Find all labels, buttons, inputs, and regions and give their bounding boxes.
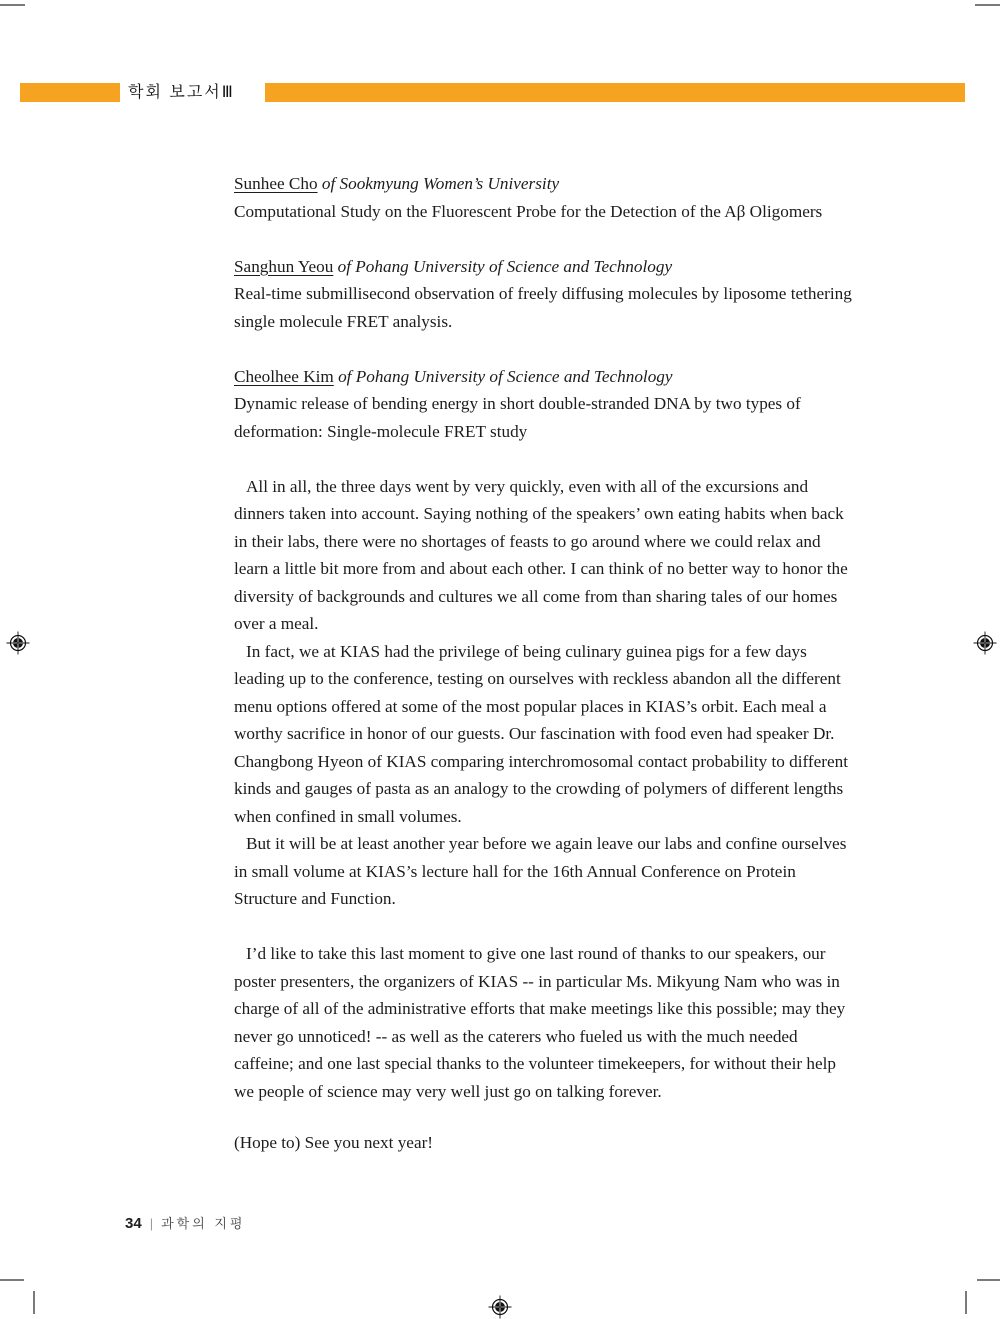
crop-mark-bottom-left-vertical — [33, 1291, 35, 1314]
paragraph: In fact, we at KIAS had the privilege of being culinary guinea pigs for a few days leading up to the conference, testing on ourselves with reckless abandon all the different menu options offered at some of the most popular places in KIAS’s orbit. Each meal a worthy sacrifice in honor of our guests. Our fascination with food even had speaker Dr. Changbong Hyeon of KIAS comparing interchromosomal contact probability to different kinds and gauges of pasta as an analogy to the crowding of polymers of different lengths when confined in small volumes. — [234, 641, 848, 826]
speaker-heading — [234, 363, 854, 391]
talk-title: Real-time submillisecond observation of freely diffusing molecules by liposome tethering single molecule FRET analysis. — [234, 284, 852, 331]
speaker-affiliation: of Pohang University of Science and Technology — [333, 256, 673, 276]
section-title: 학회 보고서Ⅲ — [128, 84, 235, 101]
talk-title: Dynamic release of bending energy in short double-stranded DNA by two types of deformation: Single-molecule FRET study — [234, 394, 801, 441]
footer-separator: | — [149, 1216, 154, 1231]
publication-title: 과학의 지평 — [161, 1216, 246, 1231]
closing-line: (Hope to) See you next year! — [234, 1133, 434, 1152]
crop-mark-top-left — [0, 4, 25, 6]
speaker-heading — [234, 253, 854, 281]
crop-mark-bottom-right-vertical — [965, 1291, 967, 1314]
crop-mark-bottom-right-horizontal — [977, 1279, 1000, 1281]
speaker-name: Sanghun Yeou — [234, 256, 334, 276]
header-accent-bar-left — [20, 83, 120, 102]
speaker-heading — [234, 170, 854, 198]
crop-mark-top-right — [975, 4, 1000, 6]
speaker-entry — [234, 170, 854, 225]
speaker-name: Cheolhee Kim — [234, 366, 334, 386]
speaker-entry — [234, 253, 854, 336]
speaker-affiliation: of Sookmyung Women’s University — [317, 174, 560, 193]
speaker-affiliation: of Pohang University of Science and Technology — [333, 366, 673, 386]
page-footer — [125, 1213, 245, 1232]
article-body — [234, 170, 854, 1157]
crop-mark-bottom-left-horizontal — [0, 1279, 24, 1281]
speaker-entry — [234, 363, 854, 446]
paragraph: I’d like to take this last moment to give one last round of thanks to our speakers, our poster presenters, the organizers of KIAS -- in particular Ms. Mikyung Nam who was in charge of all of the administrative efforts that make meetings like this possible; may they never go unnoticed! -- as well as the caterers who fueled us with the much needed caffeine; and one last special thanks to the volunteer timekeepers, for without their help we people of science may very well just go on talking forever. — [234, 944, 846, 1101]
paragraph: All in all, the three days went by very quickly, even with all of the excursions and dinners taken into account. Saying nothing of the speakers’ own eating habits when back in their labs, there were no shortages of feasts to go around where we could relax and learn a little bit more from and about each other. I can think of no better way to honor the diversity of backgrounds and cultures we all come from than sharing tales of our homes over a meal. — [234, 476, 848, 633]
registration-mark-icon — [973, 631, 997, 655]
registration-mark-icon — [488, 1295, 512, 1319]
header-accent-bar-right — [265, 83, 965, 102]
page-number: 34 — [125, 1215, 142, 1232]
speaker-name: Sunhee Cho — [234, 174, 318, 193]
paragraph: But it will be at least another year before we again leave our labs and confine ourselves in small volume at KIAS’s lecture hall for the 16th Annual Conference on Protein Structure and Function. — [234, 834, 847, 908]
talk-title: Computational Study on the Fluorescent Probe for the Detection of the Aβ Oligomers — [234, 201, 823, 221]
registration-mark-icon — [6, 631, 30, 655]
